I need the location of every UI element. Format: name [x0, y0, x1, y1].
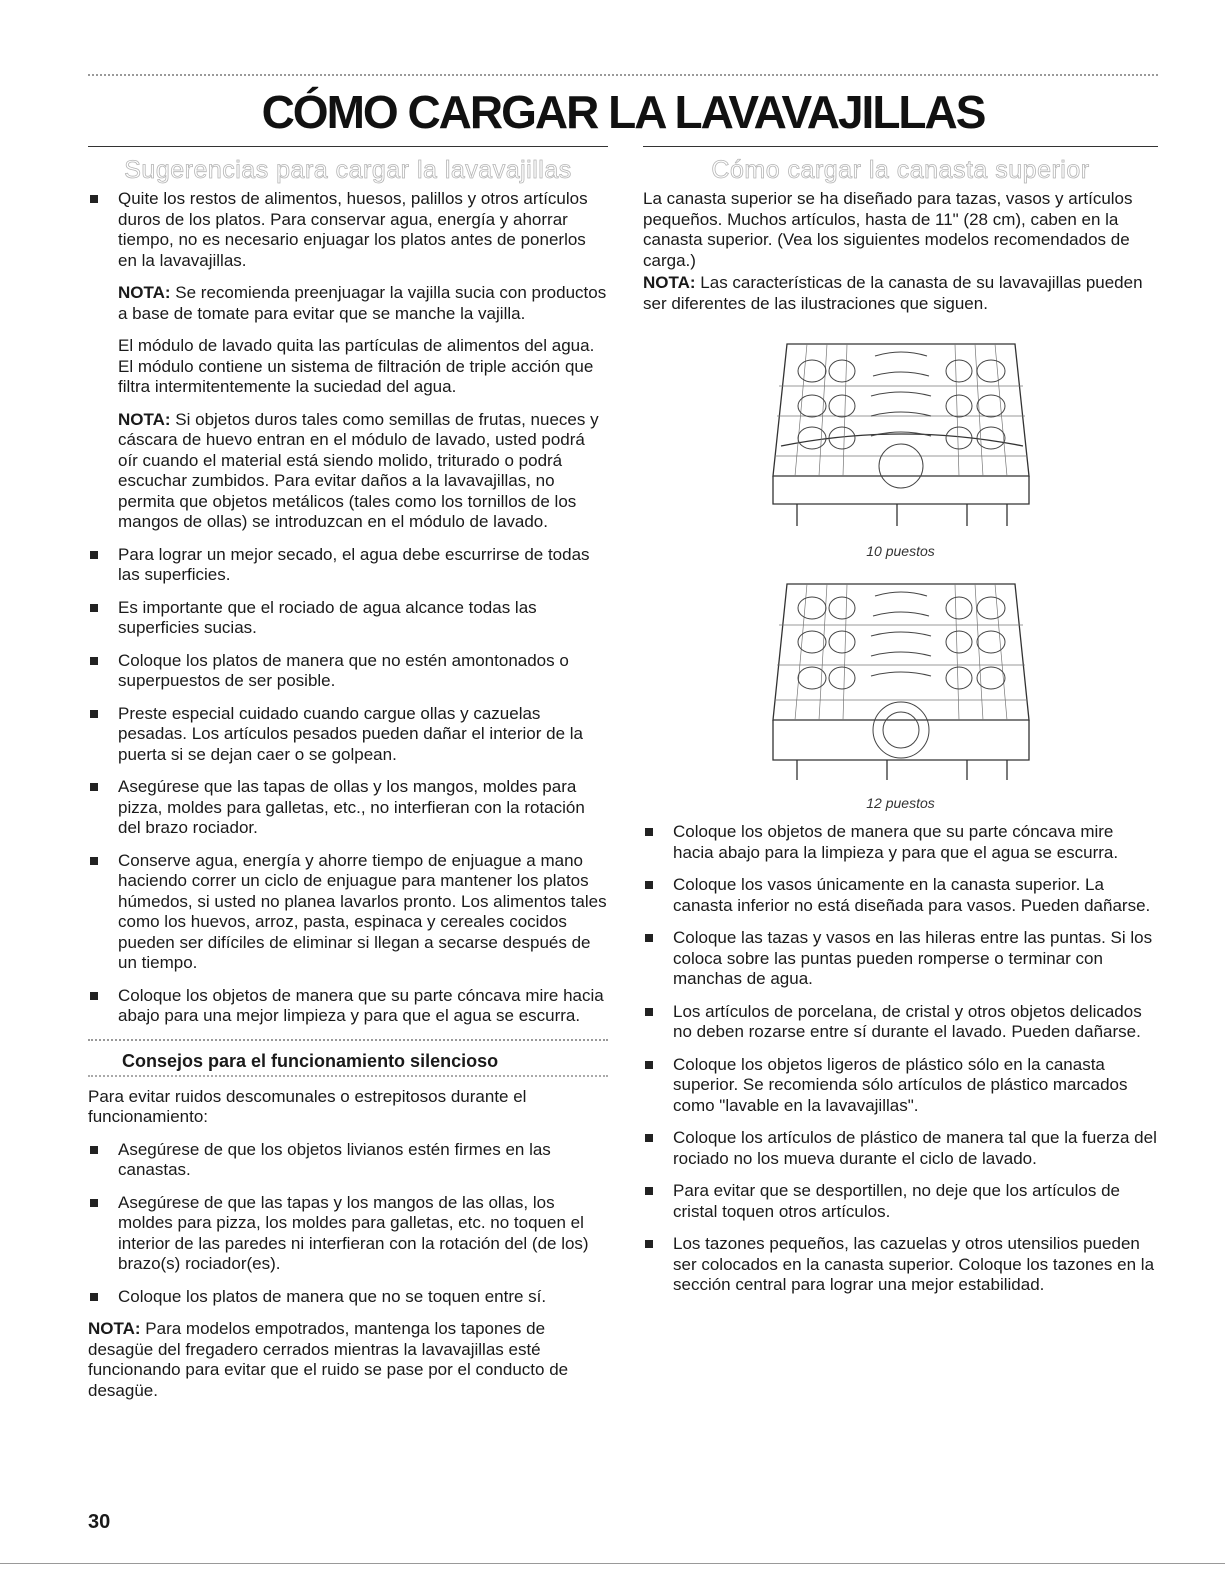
- rack-illustration-12-settings: [767, 570, 1035, 790]
- note-paragraph: [118, 283, 608, 324]
- list-item: [88, 1193, 608, 1275]
- bullet-square-icon: [645, 1240, 653, 1248]
- note-label: NOTA:: [643, 273, 696, 292]
- bullet-text: Coloque las tazas y vasos en las hileras entre las puntas. Si los coloca sobre las puntas pueden romperse o terminar con manchas de agua.: [673, 928, 1153, 988]
- bullet-text: Quite los restos de alimentos, huesos, palillos y otros artículos duros de los platos. Para conservar agua, energía y ahorrar tiempo, no es necesario enjuagar los platos antes de ponerlos en la lavavajillas.: [118, 189, 588, 270]
- list-item: [88, 598, 608, 639]
- subsection-title-quiet-operation: Consejos para el funcionamiento silencioso: [122, 1050, 499, 1071]
- figure-caption: 12 puestos: [866, 795, 935, 811]
- rack-illustration-10-settings: [767, 326, 1035, 538]
- bullet-text: Los artículos de porcelana, de cristal y otros objetos delicados no deben rozarse entre sí durante el lavado. Pueden dañarse.: [673, 1001, 1142, 1041]
- bullet-text: Coloque los platos de manera que no estén amontonados o superpuestos de ser posible.: [118, 650, 569, 690]
- bullet-text: Coloque los platos de manera que no se toquen entre sí.: [118, 1286, 547, 1306]
- list-item: [88, 1140, 608, 1181]
- section-divider: [643, 146, 1158, 147]
- note-text: Para modelos empotrados, mantenga los tapones de desagüe del fregadero cerrados mientras la lavavajillas esté funcionando para evitar que el ruido se pase por el conducto de desagüe.: [88, 1319, 569, 1400]
- list-item: [88, 704, 608, 766]
- bullet-square-icon: [645, 1061, 653, 1069]
- bullet-square-icon: [90, 195, 98, 203]
- bullet-text: Coloque los artículos de plástico de manera tal que la fuerza del rociado no los mueva durante el ciclo de lavado.: [673, 1128, 1157, 1168]
- bullet-square-icon: [90, 1199, 98, 1207]
- list-item: [643, 928, 1158, 990]
- page-title: CÓMO CARGAR LA LAVAVAJILLAS: [261, 86, 985, 138]
- bullet-square-icon: [90, 783, 98, 791]
- bullet-text: Coloque los objetos ligeros de plástico sólo en la canasta superior. Se recomienda sólo artículos de plástico marcados como "lavable en la lavavajillas".: [673, 1054, 1128, 1115]
- note-label: NOTA:: [118, 283, 171, 302]
- right-column: [643, 146, 1158, 1308]
- figure-caption: 10 puestos: [866, 543, 935, 559]
- section-divider: [88, 146, 608, 147]
- note-text: Si objetos duros tales como semillas de frutas, nueces y cáscara de huevo entran en el módulo de lavado, usted podrá oír cuando el material está siendo molido, triturado o podrá escuchar zumbidos. Para evitar daños a la lavavajillas, no permita que objetos metálicos (tales como los tornillos de los mangos de ollas) se introduzcan en el módulo de lavado.: [118, 409, 599, 531]
- bullet-text: Los tazones pequeños, las cazuelas y otros utensilios pueden ser colocados en la canasta superior. Coloque los tazones en la sección central para lograr una mejor estabilidad.: [673, 1234, 1155, 1294]
- bullet-square-icon: [90, 657, 98, 665]
- bullet-square-icon: [645, 828, 653, 836]
- list-item: [88, 777, 608, 839]
- list-item: [88, 189, 608, 533]
- bullet-square-icon: [645, 1134, 653, 1142]
- bullet-text: Conserve agua, energía y ahorre tiempo de enjuague a mano haciendo correr un ciclo de enjuague para mantener los platos húmedos, si usted no planea lavarlos pronto. Los alimentos tales como los huevos, arroz, pasta, espinaca y cereales cocidos pueden ser difíciles de eliminar si llegan a secarse después de un tiempo.: [118, 850, 607, 972]
- bullet-square-icon: [90, 604, 98, 612]
- section-title-loading-tips: Sugerencias para cargar la lavavajillas: [124, 156, 572, 184]
- note-paragraph: [88, 1319, 608, 1401]
- section-title-upper-rack: Cómo cargar la canasta superior: [711, 156, 1090, 184]
- bottom-divider: [0, 1563, 1225, 1564]
- bullet-text: Para evitar que se desportillen, no deje que los artículos de cristal toquen otros artículos.: [673, 1181, 1120, 1221]
- quiet-intro: Para evitar ruidos descomunales o estrepitosos durante el funcionamiento:: [88, 1086, 527, 1126]
- bullet-square-icon: [90, 1293, 98, 1301]
- bullet-square-icon: [90, 992, 98, 1000]
- list-item: [88, 986, 608, 1027]
- bullet-square-icon: [90, 1146, 98, 1154]
- bullet-text: Asegúrese que las tapas de ollas y los mangos, moldes para pizza, moldes para galletas, etc., no interfieran con la rotación del brazo rociador.: [118, 777, 585, 837]
- list-item: [88, 651, 608, 692]
- bullet-text: Coloque los vasos únicamente en la canasta superior. La canasta inferior no está diseñada para vasos. Pueden dañarse.: [673, 875, 1151, 915]
- bullet-text: Asegúrese de que los objetos livianos estén firmes en las canastas.: [118, 1139, 551, 1179]
- bullet-square-icon: [645, 934, 653, 942]
- bullet-text: Coloque los objetos de manera que su parte cóncava mire hacia abajo para la limpieza y para que el agua se escurra.: [673, 822, 1119, 862]
- list-item: [643, 1055, 1158, 1117]
- list-item: [88, 851, 608, 974]
- list-item: [88, 1287, 608, 1308]
- subsection-underline: [88, 1075, 608, 1077]
- bullet-text: Asegúrese de que las tapas y los mangos de las ollas, los moldes para pizza, los moldes para galletas, etc. no toquen el interior de las paredes ni interfieran con la rotación del (de los) brazo(s) rociador(es).: [118, 1192, 589, 1273]
- bullet-square-icon: [90, 710, 98, 718]
- note-label: NOTA:: [88, 1319, 141, 1338]
- bullet-square-icon: [645, 881, 653, 889]
- note-paragraph: [643, 273, 1158, 314]
- bullet-text: Preste especial cuidado cuando cargue ollas y cazuelas pesadas. Los artículos pesados pueden dañar el interior de la puerta si se dejan caer o se golpean.: [118, 703, 583, 764]
- left-column: [88, 146, 608, 1413]
- upper-rack-intro: La canasta superior se ha diseñado para tazas, vasos y artículos pequeños. Muchos artículos, hasta de 11" (28 cm), caben en la canasta superior. (Vea los siguientes modelos recomendados de carga.): [643, 189, 1133, 270]
- list-item: [643, 822, 1158, 863]
- bullet-text: Para lograr un mejor secado, el agua debe escurrirse de todas las superficies.: [118, 544, 590, 584]
- bullet-square-icon: [90, 857, 98, 865]
- bullet-text: Es importante que el rociado de agua alcance todas las superficies sucias.: [118, 597, 537, 637]
- list-item: [643, 1128, 1158, 1169]
- list-item: [643, 875, 1158, 916]
- note-text: Las características de la canasta de su lavavajillas pueden ser diferentes de las ilustraciones que siguen.: [643, 273, 1143, 313]
- bullet-square-icon: [645, 1008, 653, 1016]
- list-item: [643, 1234, 1158, 1296]
- bullet-text: Coloque los objetos de manera que su parte cóncava mire hacia abajo para una mejor limpieza y para que el agua se escurra.: [118, 985, 604, 1025]
- list-item: [643, 1002, 1158, 1043]
- top-divider: [88, 74, 1158, 76]
- note-text: Se recomienda preenjuagar la vajilla sucia con productos a base de tomate para evitar que se manche la vajilla.: [118, 283, 607, 323]
- list-item: [643, 1181, 1158, 1222]
- page-number: 30: [88, 1511, 111, 1533]
- bullet-square-icon: [645, 1187, 653, 1195]
- list-item: [88, 545, 608, 586]
- bullet-square-icon: [90, 551, 98, 559]
- wash-module-paragraph: El módulo de lavado quita las partículas de alimentos del agua. El módulo contiene un sistema de filtración de triple acción que filtra intermitentemente la suciedad del agua.: [118, 336, 595, 396]
- subsection-divider: [88, 1039, 608, 1041]
- note-label: NOTA:: [118, 409, 171, 429]
- note-paragraph: [118, 410, 608, 533]
